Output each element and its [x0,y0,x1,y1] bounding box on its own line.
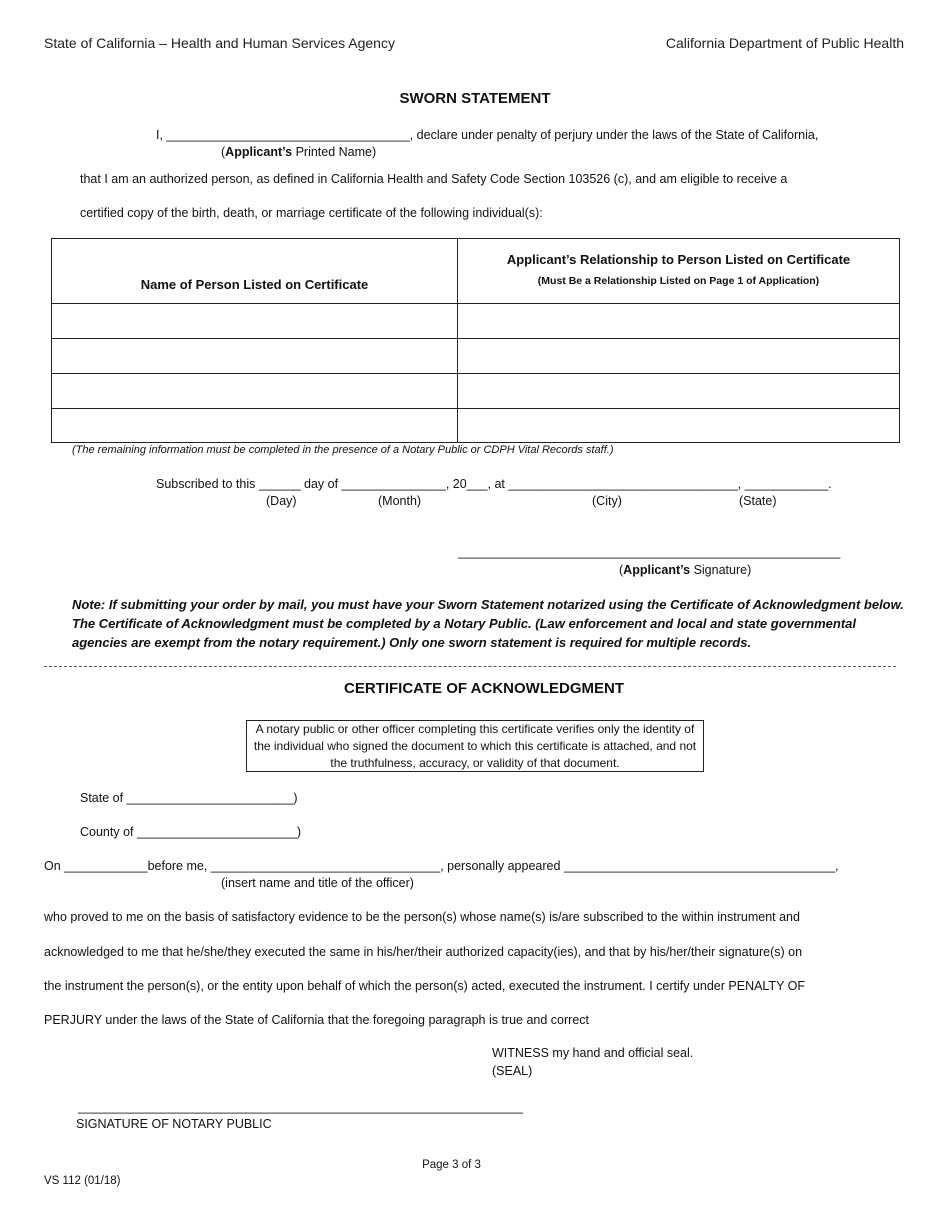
section-divider [44,666,896,667]
relationship-cell-4[interactable] [458,409,900,443]
mail-notarization-note: Note: If submitting your order by mail, you must have your Sworn Statement notarized using the Certificate of Acknowledgment below. The Certificate of Acknowledgment must be completed by a Notary Public. (Law enforcement and local and state governmental agencies are exempt from the notary requirement.) Only one sworn statement is required for multiple records. [72,597,904,650]
person-name-cell-2[interactable] [52,339,458,374]
state-of-line: State of ________________________) [80,791,298,805]
relationship-cell-3[interactable] [458,374,900,409]
notary-disclaimer-box: A notary public or other officer completing this certificate verifies only the identity of the individual who signed the document to which this certificate is attached, and not the truthfulness, accuracy, or validity of that document. [246,720,704,772]
applicant-name-line: I, ___________________________________, declare under penalty of perjury under the laws of the State of California, [156,128,819,142]
certificate-persons-table [51,238,900,443]
applicant-signature-caption: (Applicant’s Signature) [619,563,752,577]
header-department: California Department of Public Health [665,35,904,51]
day-caption: (Day) [266,494,297,508]
witness-text: WITNESS my hand and official seal. [492,1046,694,1060]
relationship-cell-2[interactable] [458,339,900,374]
applicant-signature-line: _______________________________________________________ [458,545,841,559]
state-caption: (State) [739,494,777,508]
city-caption: (City) [592,494,622,508]
form-number: VS 112 (01/18) [44,1175,121,1187]
person-name-cell-3[interactable] [52,374,458,409]
officer-caption: (insert name and title of the officer) [221,876,414,890]
notary-presence-note: (The remaining information must be completed in the presence of a Notary Public or CDPH Vital Records staff.) [72,444,614,456]
table-header-name: Name of Person Listed on Certificate [52,239,458,304]
acknowledgment-paragraph-3: the instrument the person(s), or the entity upon behalf of which the person(s) acted, executed the instrument. I certify under PENALTY OF [44,979,806,993]
acknowledgment-paragraph-2: acknowledged to me that he/she/they executed the same in his/her/their authorized capacity(ies), and that by his/her/their signature(s) on [44,945,803,959]
header-agency: State of California – Health and Human Services Agency [44,35,395,51]
acknowledgment-paragraph-4: PERJURY under the laws of the State of California that the foregoing paragraph is true and correct [44,1013,589,1027]
person-name-cell-1[interactable] [52,304,458,339]
acknowledgment-paragraph-1: who proved to me on the basis of satisfactory evidence to be the person(s) whose name(s) is/are subscribed to the within instrument and [44,910,800,924]
seal-text: (SEAL) [492,1064,533,1078]
county-of-line: County of _______________________) [80,825,302,839]
before-me-line: On ____________before me, _________________________________, personally appeared _______________________________________, [44,859,839,873]
notary-signature-caption: SIGNATURE OF NOTARY PUBLIC [76,1117,272,1131]
table-header-relationship: Applicant’s Relationship to Person Listed on Certificate (Must Be a Relationship Listed on Page 1 of Application) [458,239,900,304]
person-name-cell-4[interactable] [52,409,458,443]
sworn-statement-title: SWORN STATEMENT [399,90,551,107]
authorized-statement-line: that I am an authorized person, as defined in California Health and Safety Code Section 103526 (c), and am eligible to receive a [80,172,788,186]
relationship-cell-1[interactable] [458,304,900,339]
acknowledgment-title: CERTIFICATE OF ACKNOWLEDGMENT [344,680,624,697]
certified-copy-line: certified copy of the birth, death, or marriage certificate of the following individual(s): [80,206,543,220]
subscribed-line: Subscribed to this ______ day of _______________, 20___, at _________________________________, ____________. [156,477,832,491]
month-caption: (Month) [378,494,422,508]
applicant-name-caption: (Applicant’s Printed Name) [221,145,377,159]
page-number: Page 3 of 3 [422,1159,481,1171]
notary-signature-line: ________________________________________________________________ [78,1100,523,1114]
